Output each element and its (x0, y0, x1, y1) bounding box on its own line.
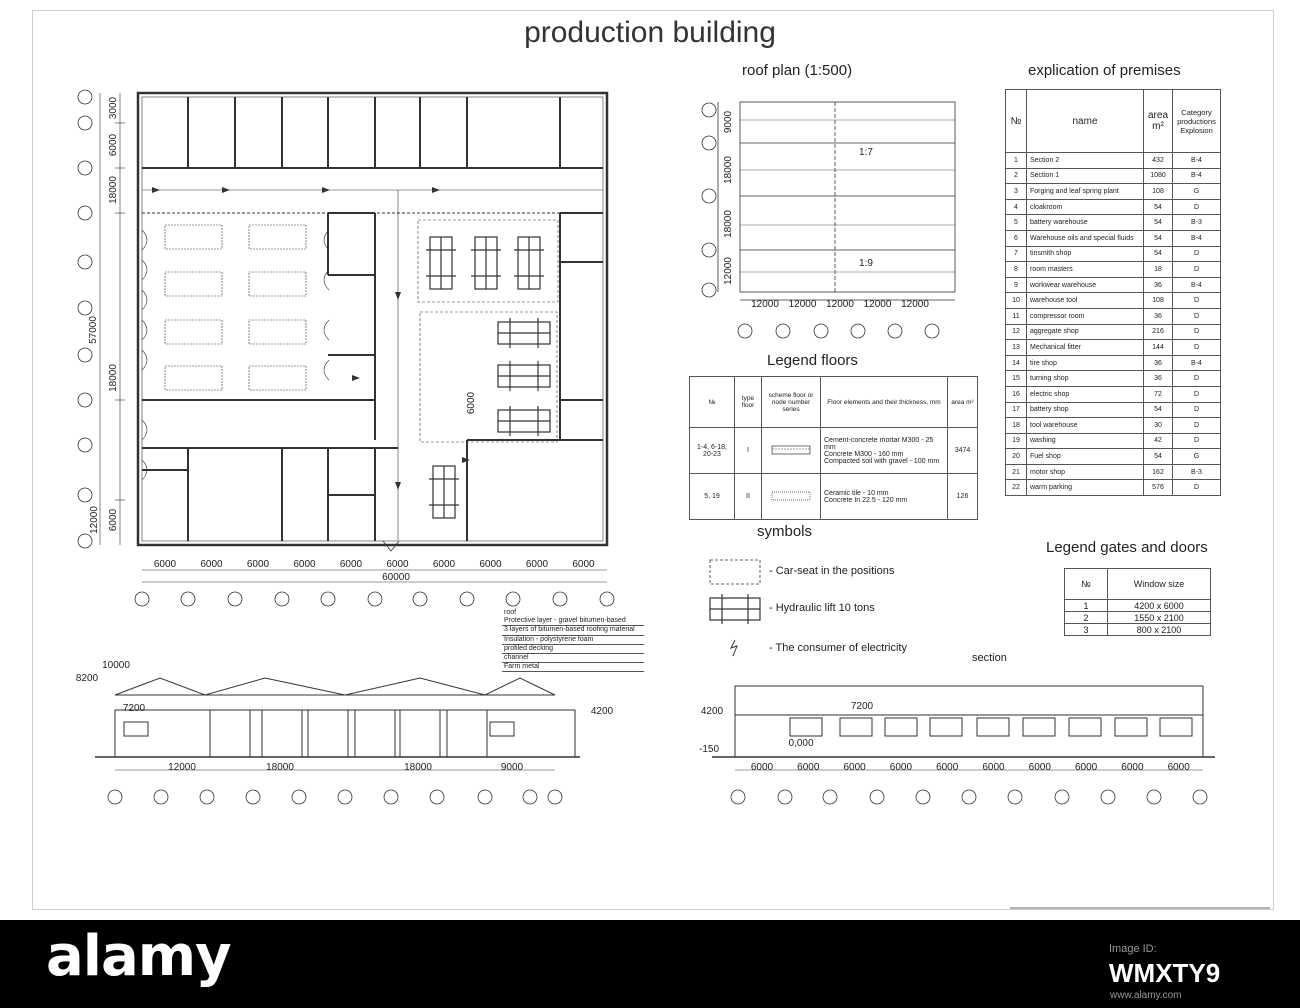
elevation-dim: 18000 (266, 762, 294, 773)
roof-slope-label: 1:9 (859, 258, 873, 269)
explication-row (1006, 355, 1221, 371)
row-category: D (1173, 324, 1221, 340)
section-level: -150 (698, 744, 720, 755)
row-area: 18 (1144, 262, 1173, 278)
row-name: tinsmith shop (1027, 246, 1144, 262)
plan-dim-bottom: 6000 (572, 559, 595, 570)
row-area: 216 (1144, 324, 1173, 340)
row-category: D (1173, 480, 1221, 496)
row-category: D (1173, 340, 1221, 356)
explication-row (1006, 199, 1221, 215)
floors-elements (821, 428, 948, 474)
section-level: 4200 (700, 706, 724, 717)
image-id: WMXTY9 (1109, 958, 1221, 988)
elevation-level: 7200 (122, 703, 146, 714)
section-dim: 6000 (936, 762, 959, 773)
row-no: 20 (1006, 449, 1027, 465)
row-no: 12 (1006, 324, 1027, 340)
row-name: cloakroom (1027, 199, 1144, 215)
floors-col-area: area m² (948, 377, 978, 428)
row-name: warehouse tool (1027, 293, 1144, 309)
row-category: B-4 (1173, 168, 1221, 184)
row-area: 54 (1144, 402, 1173, 418)
floors-scheme-icon (762, 474, 821, 520)
floors-scheme-icon (762, 428, 821, 474)
row-category: B-4 (1173, 355, 1221, 371)
floors-element: Concrete M300 - 160 mm (824, 450, 904, 458)
section-dim: 6000 (1028, 762, 1051, 773)
explication-row (1006, 340, 1221, 356)
row-area: 72 (1144, 386, 1173, 402)
row-name: Fuel shop (1027, 449, 1144, 465)
floors-element: Compacted soil with gravel - 100 mm (824, 457, 940, 465)
roof-dim-vertical: 18000 (723, 156, 734, 184)
explication-row (1006, 308, 1221, 324)
section-dim: 6000 (797, 762, 820, 773)
brand-logo: alamy (46, 924, 231, 989)
row-area: 54 (1144, 246, 1173, 262)
plan-dim-bottom: 6000 (525, 559, 549, 570)
symbol-car-seat-label: - Car-seat in the positions (769, 565, 895, 577)
row-area: 54 (1144, 449, 1173, 465)
col-area: area m² (1144, 90, 1173, 153)
row-name: room masters (1027, 262, 1144, 278)
row-no: 3 (1006, 184, 1027, 200)
elevation-level: 8200 (75, 673, 99, 684)
elevation-dim: 12000 (168, 762, 196, 773)
row-area: 30 (1144, 418, 1173, 434)
explication-header-row (1006, 90, 1221, 153)
watermark-url: www.alamy.com (1110, 990, 1182, 1001)
explication-row (1006, 324, 1221, 340)
section-level: 0,000 (788, 738, 814, 749)
plan-dim-bottom: 6000 (386, 559, 409, 570)
explication-row (1006, 449, 1221, 465)
roof-dim-horizontal: 12000 (788, 299, 817, 310)
gates-size: 4200 x 6000 (1108, 600, 1211, 612)
image-id-label: Image ID: (1109, 943, 1157, 955)
row-no: 1 (1006, 153, 1027, 169)
row-name: tire shop (1027, 355, 1144, 371)
row-no: 16 (1006, 386, 1027, 402)
elevation (95, 678, 580, 770)
row-area: 54 (1144, 230, 1173, 246)
row-no: 8 (1006, 262, 1027, 278)
section-dim: 6000 (843, 762, 866, 773)
explication-row (1006, 168, 1221, 184)
plan-dim-bottom: 6000 (479, 559, 502, 570)
row-area: 1080 (1144, 168, 1173, 184)
elevation-dim: 9000 (500, 762, 524, 773)
legend-floors-title: Legend floors (767, 352, 858, 369)
floors-col-elements: Floor elements and their thickness, mm (821, 377, 948, 428)
explication-row (1006, 262, 1221, 278)
row-category: B-3 (1173, 215, 1221, 231)
gates-col-no: № (1065, 569, 1108, 600)
plan-dim-left: 6000 (108, 508, 119, 532)
row-name: Section 2 (1027, 153, 1144, 169)
section-dim: 6000 (1167, 762, 1190, 773)
explication-row (1006, 293, 1221, 309)
explication-title: explication of premises (1028, 62, 1181, 79)
roof-layer: 3 layers of bitumen-based roofing material (502, 626, 644, 635)
plan-dim-left: 18000 (108, 176, 119, 204)
row-category: B-4 (1173, 153, 1221, 169)
row-no: 5 (1006, 215, 1027, 231)
explication-row (1006, 246, 1221, 262)
row-name: aggregate shop (1027, 324, 1144, 340)
floors-row (690, 474, 978, 520)
col-no: № (1006, 90, 1027, 153)
legend-floors-table (689, 376, 978, 520)
explication-row (1006, 277, 1221, 293)
floor-plan (138, 93, 607, 551)
row-no: 19 (1006, 433, 1027, 449)
symbol-electricity-label: - The consumer of electricity (769, 642, 907, 654)
row-name: turning shop (1027, 371, 1144, 387)
explication-row (1006, 153, 1221, 169)
row-area: 36 (1144, 277, 1173, 293)
elevation-dim: 18000 (404, 762, 432, 773)
elevation-axes (108, 790, 562, 804)
explication-row (1006, 215, 1221, 231)
floors-no: 1-4, 6-18, 20-23 (690, 428, 735, 474)
section-axes (731, 790, 1207, 804)
gates-no: 1 (1065, 600, 1108, 612)
roof-plan (718, 102, 955, 300)
explication-row (1006, 464, 1221, 480)
row-no: 17 (1006, 402, 1027, 418)
explication-row (1006, 386, 1221, 402)
row-name: tool warehouse (1027, 418, 1144, 434)
gates-row (1065, 624, 1211, 636)
explication-table (1005, 89, 1221, 496)
plan-dim-bottom: 6000 (246, 559, 270, 570)
col-name: name (1027, 90, 1144, 153)
floors-col-scheme: scheme floor or node number series (762, 377, 821, 428)
symbols-graphics (710, 560, 760, 656)
explication-row (1006, 402, 1221, 418)
floors-no: 5, 19 (690, 474, 735, 520)
row-category: D (1173, 418, 1221, 434)
row-no: 7 (1006, 246, 1027, 262)
roof-note-title: roof (504, 609, 517, 616)
row-category: D (1173, 402, 1221, 418)
floors-col-no: № (690, 377, 735, 428)
roof-layer: profiled decking (502, 645, 644, 654)
row-no: 10 (1006, 293, 1027, 309)
plan-left-dimensions (100, 93, 125, 545)
roof-plan-title: roof plan (1:500) (742, 62, 853, 79)
roof-layer: Protective layer - gravel bitumen-based (502, 617, 644, 626)
row-category: D (1173, 386, 1221, 402)
row-name: electric shop (1027, 386, 1144, 402)
floors-type: II (735, 474, 762, 520)
section-title: section (972, 652, 1007, 664)
floors-header-row (690, 377, 978, 428)
row-category: D (1173, 199, 1221, 215)
plan-dim-overall-height: 57000 (88, 316, 99, 344)
row-no: 22 (1006, 480, 1027, 496)
floors-element: Cement-concrete mortar M300 - 25 mm (824, 436, 934, 451)
floors-row (690, 428, 978, 474)
row-area: 162 (1144, 464, 1173, 480)
row-name: washing (1027, 433, 1144, 449)
row-name: compressor room (1027, 308, 1144, 324)
roof-dim-horizontal: 12000 (901, 299, 929, 310)
row-area: 54 (1144, 215, 1173, 231)
page-title: production building (524, 16, 776, 49)
symbol-lift-label: - Hydraulic lift 10 tons (769, 602, 875, 614)
floors-element: Ceramic tile - 10 mm (824, 489, 889, 497)
gates-no: 3 (1065, 624, 1108, 636)
row-category: G (1173, 184, 1221, 200)
row-category: D (1173, 246, 1221, 262)
row-no: 2 (1006, 168, 1027, 184)
plan-dim-left: 3000 (108, 96, 119, 120)
row-no: 14 (1006, 355, 1027, 371)
section-dim: 6000 (889, 762, 913, 773)
elevation-level: 10000 (102, 660, 130, 671)
row-area: 144 (1144, 340, 1173, 356)
roof-layer: channel (502, 654, 644, 663)
floors-area: 126 (948, 474, 978, 520)
explication-row (1006, 371, 1221, 387)
row-no: 15 (1006, 371, 1027, 387)
row-name: motor shop (1027, 464, 1144, 480)
row-no: 6 (1006, 230, 1027, 246)
gates-no: 2 (1065, 612, 1108, 624)
row-category: G (1173, 449, 1221, 465)
row-category: B-4 (1173, 277, 1221, 293)
row-area: 576 (1144, 480, 1173, 496)
floors-element: Concrete In 22.5 - 120 mm (824, 496, 908, 504)
row-area: 36 (1144, 355, 1173, 371)
section-dim: 6000 (982, 762, 1005, 773)
plan-dim-bottom: 6000 (339, 559, 363, 570)
section-level: 7200 (850, 701, 874, 712)
roof-layers-note (502, 609, 644, 672)
section-dim: 6000 (1074, 762, 1098, 773)
roof-dim-vertical: 9000 (723, 110, 734, 134)
gates-col-size: Window size (1108, 569, 1211, 600)
row-area: 432 (1144, 153, 1173, 169)
row-category: D (1173, 262, 1221, 278)
plan-dim-left: 12000 (89, 506, 100, 534)
legend-gates-title: Legend gates and doors (1046, 539, 1208, 556)
row-name: battery shop (1027, 402, 1144, 418)
plan-dim-bottom: 6000 (153, 559, 177, 570)
section-dim: 6000 (1121, 762, 1144, 773)
plan-bottom-axes (135, 592, 614, 606)
roof-slope-label: 1:7 (859, 147, 873, 158)
row-area: 42 (1144, 433, 1173, 449)
roof-dim-vertical: 18000 (723, 210, 734, 238)
explication-row (1006, 184, 1221, 200)
floors-elements (821, 474, 948, 520)
plan-dim-bottom: 6000 (293, 559, 316, 570)
row-name: battery warehouse (1027, 215, 1144, 231)
row-area: 108 (1144, 293, 1173, 309)
row-name: Mechanical fitter (1027, 340, 1144, 356)
explication-row (1006, 418, 1221, 434)
row-category: B-4 (1173, 230, 1221, 246)
row-no: 18 (1006, 418, 1027, 434)
plan-dim-left: 6000 (108, 133, 119, 157)
row-category: D (1173, 433, 1221, 449)
symbols-title: symbols (757, 523, 813, 540)
legend-gates-table (1064, 568, 1211, 636)
row-no: 11 (1006, 308, 1027, 324)
explication-row (1006, 480, 1221, 496)
roof-dim-horizontal: 12000 (863, 299, 892, 310)
row-category: D (1173, 293, 1221, 309)
row-no: 21 (1006, 464, 1027, 480)
gates-row (1065, 600, 1211, 612)
row-name: Section 1 (1027, 168, 1144, 184)
row-area: 54 (1144, 199, 1173, 215)
row-name: warm parking (1027, 480, 1144, 496)
gates-header-row (1065, 569, 1211, 600)
plan-bottom-dimensions (142, 570, 607, 582)
plan-dim-overall-width: 60000 (382, 572, 410, 583)
row-area: 36 (1144, 308, 1173, 324)
row-category: D (1173, 371, 1221, 387)
plan-dim-left: 18000 (108, 364, 119, 392)
roof-dim-horizontal: 12000 (826, 299, 854, 310)
row-category: D (1173, 308, 1221, 324)
col-category: Category productions Explosion (1173, 90, 1221, 153)
row-no: 13 (1006, 340, 1027, 356)
row-area: 108 (1144, 184, 1173, 200)
floors-col-type: type floor (735, 377, 762, 428)
floors-area: 3474 (948, 428, 978, 474)
row-no: 9 (1006, 277, 1027, 293)
plan-dim-inner: 6000 (466, 391, 477, 415)
row-area: 36 (1144, 371, 1173, 387)
roof-layer: Farm metal (502, 663, 644, 672)
section-drawing (712, 686, 1215, 770)
plan-dim-bottom: 6000 (432, 559, 456, 570)
explication-row (1006, 230, 1221, 246)
roof-dim-horizontal: 12000 (751, 299, 779, 310)
roof-dim-vertical: 12000 (723, 257, 734, 285)
elevation-level: 4200 (590, 706, 614, 717)
section-dim: 6000 (750, 762, 774, 773)
gates-row (1065, 612, 1211, 624)
row-name: workwear warehouse (1027, 277, 1144, 293)
plan-dim-bottom: 6000 (200, 559, 223, 570)
row-name: Warehouse oils and special fluids (1027, 230, 1144, 246)
row-no: 4 (1006, 199, 1027, 215)
roof-layer: Insulation - polystyrene foam (502, 636, 644, 645)
row-category: B-3 (1173, 464, 1221, 480)
explication-row (1006, 433, 1221, 449)
floors-type: I (735, 428, 762, 474)
gates-size: 1550 x 2100 (1108, 612, 1211, 624)
row-name: Forging and leaf spring plant (1027, 184, 1144, 200)
gates-size: 800 x 2100 (1108, 624, 1211, 636)
